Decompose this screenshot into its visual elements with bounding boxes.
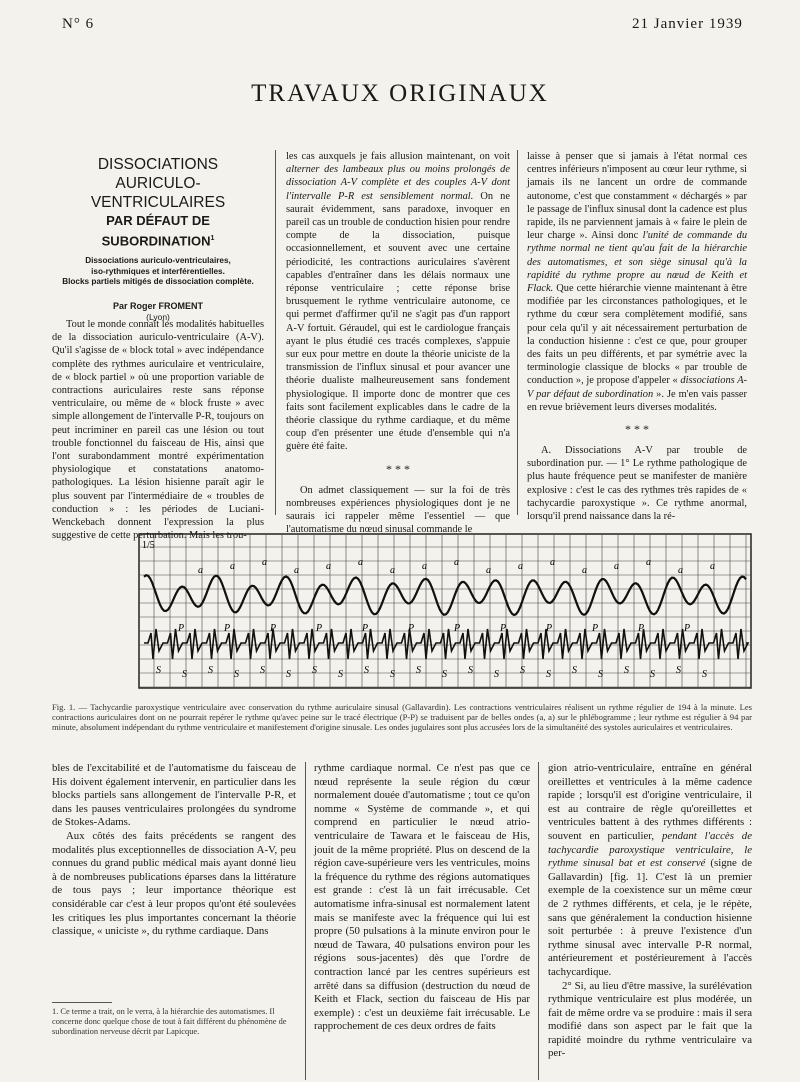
wave-label-s: S (702, 669, 707, 680)
wave-label-a: a (614, 561, 619, 572)
wave-label-p: P (316, 623, 323, 634)
wave-label-s: S (442, 669, 447, 680)
issue-date: 21 Janvier 1939 (632, 16, 743, 32)
figure-scale-label: 1/5 (142, 540, 155, 551)
wave-label-a: a (262, 557, 267, 568)
wave-label-s: S (572, 665, 577, 676)
column-rule (305, 762, 306, 1080)
wave-label-s: S (312, 665, 317, 676)
article-title-line3: PAR DÉFAUT DE SUBORDINATION$^1$ (101, 213, 215, 249)
paragraph: On admet classiquement — sur la foi de très nombreuses expériences physiologiques dont je ne saurais ici rappeler même l'essentiel — que l'automatisme du nœud sinusal commande le (286, 484, 510, 536)
article-subtitle-line3: Blocks partiels mitigés de dissociation complète. (62, 277, 254, 287)
wave-label-a: a (198, 565, 203, 576)
wave-label-s: S (676, 665, 681, 676)
column-4-text (52, 762, 296, 939)
column-3-text (527, 150, 747, 523)
article-city: (Lyon) (146, 311, 170, 322)
ecg-trace (144, 629, 748, 659)
wave-label-a: a (486, 565, 491, 576)
wave-label-a: a (358, 557, 363, 568)
wave-label-s: S (260, 665, 265, 676)
wave-label-s: S (182, 669, 187, 680)
footnote: 1. Ce terme a trait, on le verra, à la hiérarchie des automatismes. Il concerne donc quelque chose de tout à fait différent du phénomène de subordination nerveuse décrit par Lapicque. (52, 1007, 287, 1036)
footnote-rule (52, 1002, 112, 1003)
figure-grid (139, 534, 751, 688)
wave-label-a: a (710, 561, 715, 572)
wave-label-s: S (468, 665, 473, 676)
figure-caption: Fig. 1. — Tachycardie paroxystique ventriculaire avec conservation du rythme auriculaire sinusal (Gallavardin). Les contractions ventriculaires réalisent un rythme régulier de 194 à la minute. Les contractions auriculaires dont on ne pourrait repérer le rythme qu'avec peine sur le tracé électrique (P-P) se traduisent par de belles ondes (a, a) sur le phlébogramme ; leur rythme est régulier à 94 par minute, absolument indépendant du rythme ventriculaire et manifestement d'origine sinusale. Les ondes jugulaires sont plus accusées lors de la simultanéité des systoles auriculaires et ventriculaires. (52, 702, 752, 733)
wave-label-s: S (156, 665, 161, 676)
wave-label-s: S (650, 669, 655, 680)
column-2-text (286, 150, 510, 536)
wave-label-p: P (270, 623, 277, 634)
wave-label-a: a (646, 557, 651, 568)
ecg-figure (138, 533, 752, 689)
wave-label-s: S (494, 669, 499, 680)
article-subtitle-line1: Dissociations auriculo-ventriculaires, (85, 256, 231, 266)
issue-number: N° 6 (62, 16, 95, 32)
wave-label-p: P (638, 623, 645, 634)
wave-label-p: P (684, 623, 691, 634)
wave-label-a: a (454, 557, 459, 568)
section-title: TRAVAUX ORIGINAUX (251, 80, 549, 107)
wave-label-s: S (286, 669, 291, 680)
wave-label-s: S (546, 669, 551, 680)
footnote-mark: 1 (210, 235, 215, 242)
wave-label-a: a (294, 565, 299, 576)
wave-label-s: S (390, 669, 395, 680)
article-subtitle-line2: iso-rythmiques et interférentielles. (91, 266, 225, 276)
column-rule (517, 150, 518, 515)
paragraph: bles de l'excitabilité et de l'automatisme du faisceau de His doivent également intervenir, en particulier dans les blocks partiels sans allongement de l'intervalle P-R, et dans les pauses ventriculaires prolongées du syndrome de Stokes-Adams. (52, 762, 296, 829)
phlebogram-trace (144, 575, 746, 615)
wave-label-s: S (624, 665, 629, 676)
paragraph: laisse à penser que si jamais à l'état normal ces centres inférieurs n'imposent au cœur leur rythme, si jamais ils ne lancent un ordre de commande autonome, c'est que constamment « déchargés » par le passage de l'influx sinusal dont la cadence est plus rapide, ils ne parviennent jamais à « faire le plein de leur charge ». Ainsi donc l'unité de commande du rythme normal ne tient qu'au fait de la hiérarchie des automatismes, et son siège sinusal qu'à la rapidité du rythme propre au nœud de Keith et Flack. Que cette hiérarchie vienne maintenant à être modifiée par les circonstances pathologiques, et le rythme du cœur sera complètement modifié, sans pour cela qu'il y ait nécessairement perturbation de la conduction hisienne : c'est ce que, pour grouper des faits un peu différents, et par symétrie avec la terminologie classique de blocks « par trouble de conduction », je propose d'appeler « dissociations A-V par défaut de subordination ». Je m'en vais passer en revue brièvement leurs diverses modalités. (527, 151, 748, 413)
wave-label-p: P (224, 623, 231, 634)
wave-label-a: a (326, 561, 331, 572)
wave-label-p: P (362, 623, 369, 634)
wave-label-s: S (338, 669, 343, 680)
column-6-text (548, 762, 752, 1061)
column-5-text (314, 762, 530, 1034)
wave-label-p: P (408, 623, 415, 634)
wave-label-p: P (592, 623, 599, 634)
article-header (52, 155, 264, 323)
wave-label-s: S (416, 665, 421, 676)
figure-frame (139, 534, 751, 688)
wave-label-s: S (598, 669, 603, 680)
paragraph: rythme cardiaque normal. Ce n'est pas que ce nœud représente la seule région du cœur normalement douée d'automatisme ; tout ce qu'on nomme « Système de commande », et qui comprend en particulier le nœud atrio-ventriculaire de Tawara et le faisceau de His, jouit de la même propriété. Plus on descend de la région cave-supérieure vers les ventricules, moins la fréquence du rythme des régions automatiques est grande : c'est là un fait irrécusable. Cet automatisme infra-sinusal est normalement latent mais se manifeste avec la fréquence qui lui est propre (50 pulsations à la minute environ pour le nœud de Tawara, 40 pulsations environ pour les régions sous-jacentes) dès que l'ordre de contraction lancé par les centres supérieurs est arrêté dans sa diffusion (destruction du nœud de Keith et Flack, section du faisceau de His par exemple) : c'est un deuxième fait irrécusable. Le rapprochement de ces deux ordres de faits (314, 762, 530, 1033)
wave-label-a: a (230, 561, 235, 572)
section-stars: * * * (625, 422, 649, 437)
wave-label-s: S (234, 669, 239, 680)
wave-label-a: a (582, 565, 587, 576)
wave-label-p: P (178, 623, 185, 634)
column-1-text (52, 318, 264, 542)
wave-label-s: S (208, 665, 213, 676)
wave-label-a: a (518, 561, 523, 572)
wave-label-s: S (364, 665, 369, 676)
wave-label-p: P (500, 623, 507, 634)
article-title-line2: AURICULO-VENTRICULAIRES (90, 175, 226, 211)
column-rule (538, 762, 539, 1080)
article-title-line1: DISSOCIATIONS (97, 156, 219, 173)
paragraph: A. Dissociations A-V par trouble de subordination pur. — 1° Le rythme pathologique de plus haute fréquence peut se manifester de manière explosive : c'est le cas des rythmes très rapides de « tachycardie paroxystique ». Ce rythme anormal, lorsqu'il prend naissance dans la ré- (527, 445, 747, 523)
paragraph: gion atrio-ventriculaire, entraîne en général oreillettes et ventricules à la même cadence rapide ; lorsqu'il est d'origine ventriculaire, il est au contraire de règle qu'oreillettes et ventricules battent à des rythmes différents : souvent en particulier, pendant l'accès de tachycardie paroxystique ventriculaire, le rythme sinusal bat et est conservé (signe de Gallavardin) [fig. 1]. C'est là un premier exemple de la coexistence sur un même cœur de 2 rythmes différents, et cela, je le répète, sans que généralement la conduction hisienne soit perturbée : à preuve l'existence d'un rythme sinusal avec intervalle P-R normal, antérieurement et postérieurement à l'accès tachycardique. (548, 762, 752, 978)
paragraph: les cas auxquels je fais allusion maintenant, on voit alterner des lambeaux plus ou moins prolongés de dissociation A-V complète et des couples A-V dont l'intervalle P-R est sensiblement normal. On ne saurait évidemment, sans paradoxe, invoquer en pareil cas un trouble de conduction hisien pour rendre compte de la dissociation, puisque occasionnellement, et souvent avec une certaine périodicité, les contractions auriculaires s'avèrent capables d'entraîner dans les délais normaux une réponse ventriculaire ; cette réponse brise brusquement le rythme ventriculaire autonome, ce qui permet d'affirmer qu'il ne s'agit pas d'un rapport A-V fortuit. Géraudel, qui est le cardiologue français ayant le plus étudié ces tracés complexes, s'appuie sur eux pour mettre en doute la théorie uniciste de la transmission de l'influx sinusal et pour avancer une théorie dualiste malheureusement sans fondement physiologique. Il importe donc de montrer que ces faits sont facilement explicables dans le cadre de la théorie classique du rythme cardiaque, et du même coup d'en présenter une étude d'ensemble qui n'a guère été faite. (286, 151, 510, 453)
wave-label-a: a (678, 565, 683, 576)
column-rule (275, 150, 276, 515)
wave-label-a: a (390, 565, 395, 576)
wave-label-a: a (422, 561, 427, 572)
wave-label-a: a (550, 557, 555, 568)
wave-label-p: P (454, 623, 461, 634)
article-author: Par Roger FROMENT (112, 300, 203, 311)
paragraph: Tout le monde connaît les modalités habituelles de la dissociation auriculo-ventriculaire (A-V). Qu'il s'agisse de « block total » avec indépendance complète des rythmes auriculaire et ventriculaire, de « block partiel » où une proportion variable de contractions auriculaires reste sans réponse ventriculaire, ou même de « block fruste » avec simple allongement de l'intervalle P-R, toujours on peut incriminer en pareil cas une lésion ou tout trouble fonctionnel du faisceau de His, ainsi que l'ont surabondamment montré expérimentation physiologique et constatations anatomo-pathologiques. La lésion hisienne paraît agir le plus souvent par l'intermédiaire de « troubles de conduction » : les périodes de Luciani-Wenckebach donnent l'expression la plus suggestive de cette perturbation. Mais les trou- (52, 319, 264, 542)
paragraph: 2° Si, au lieu d'être massive, la surélévation rythmique ventriculaire est plus modérée, un fait de même ordre va se produire : mais il sera modifié dans son aspect par le fait que la rapidité moindre du rythme ventriculaire va per- (548, 979, 752, 1060)
wave-label-p: P (546, 623, 553, 634)
section-stars: * * * (386, 461, 410, 476)
paragraph: Aux côtés des faits précédents se rangent des modalités plus exceptionnelles de dissociation A-V, peu connues du grand public médical mais ayant donné lieu à de nombreuses publications éparses dans la littérature de tous pays ; leur importance théorique est considérable car c'est à leur propos qu'ont été soulevées les critiques les plus importantes concernant la théorie classique, « uniciste », du rythme cardiaque. Dans (52, 829, 296, 938)
figure-labels (156, 557, 715, 680)
wave-label-s: S (520, 665, 525, 676)
